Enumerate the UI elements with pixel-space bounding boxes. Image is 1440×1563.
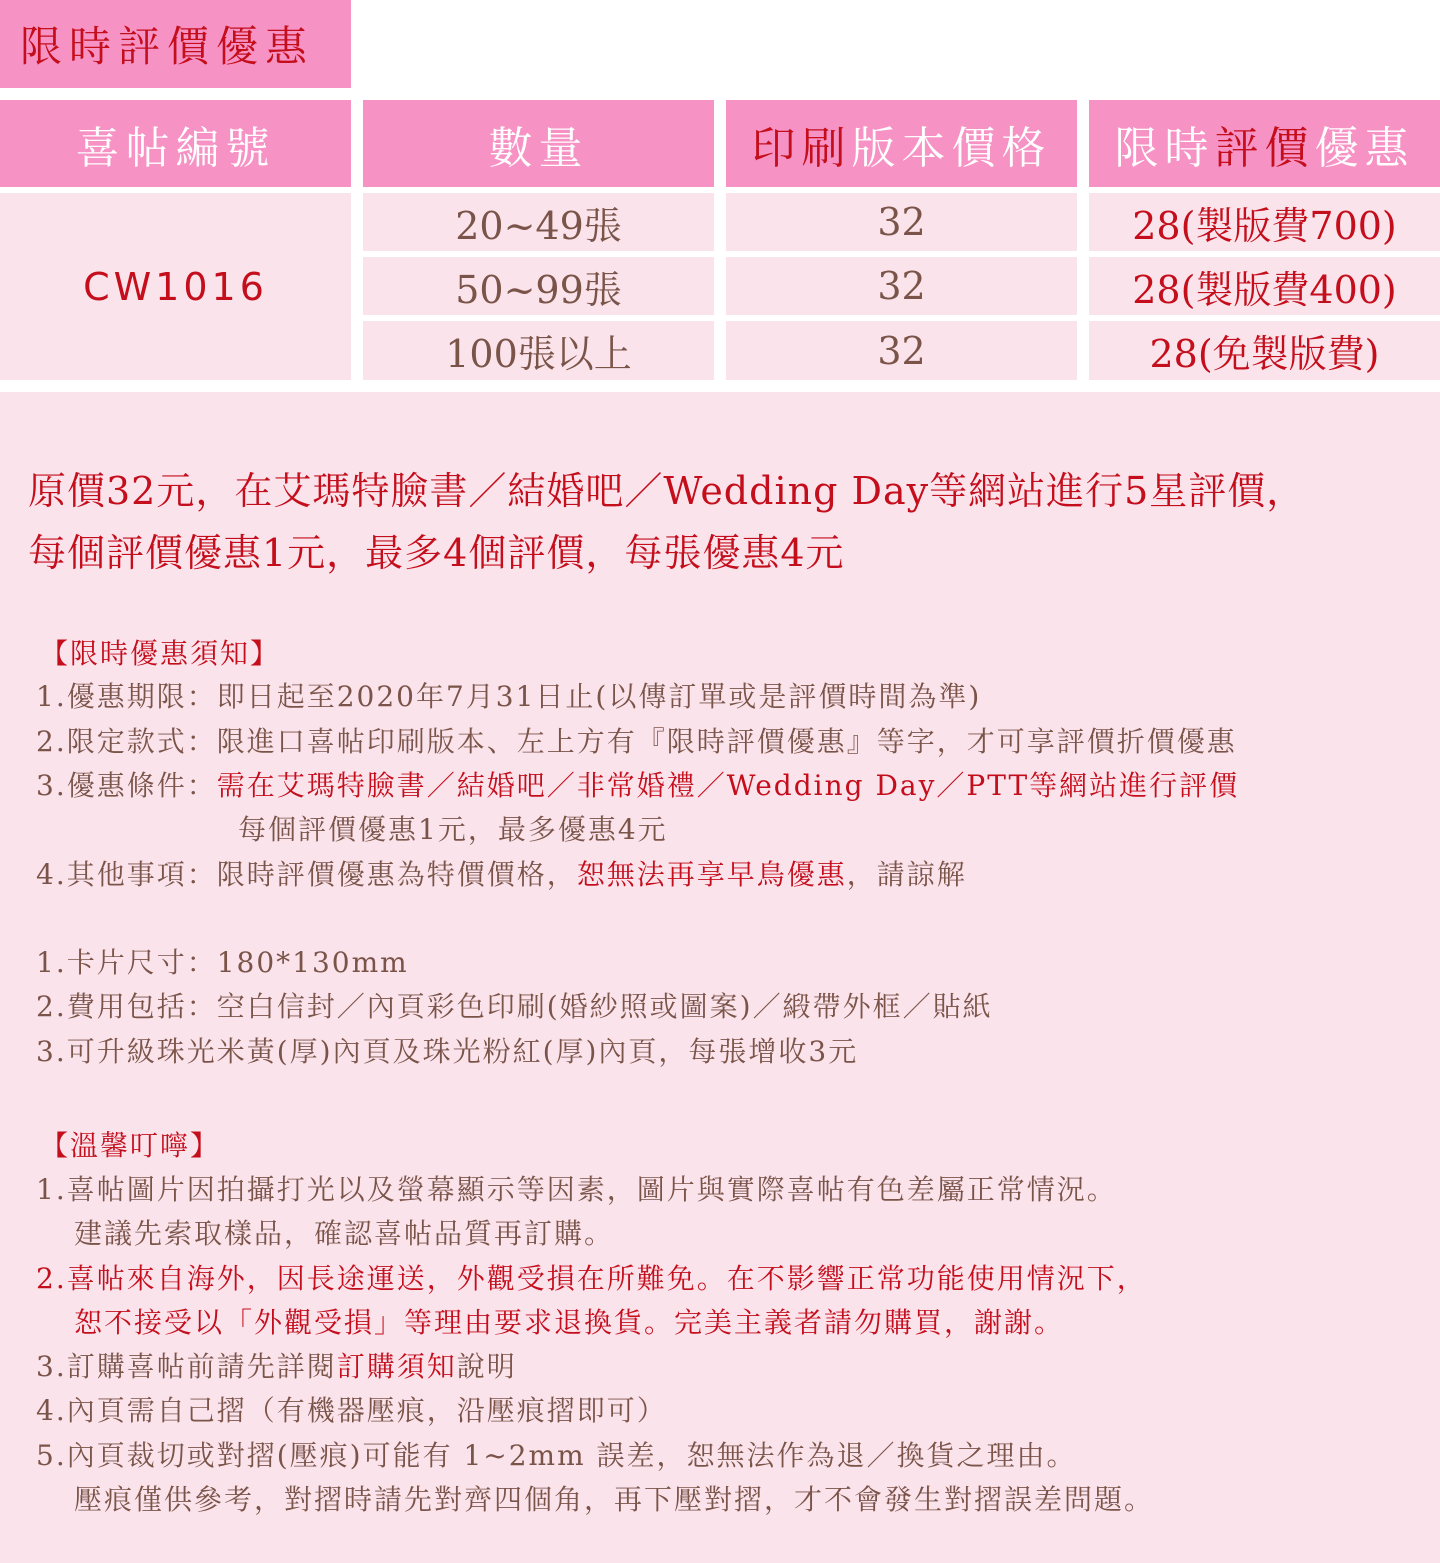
header-promo-part1: 限時 <box>1114 122 1215 174</box>
reminder-item2b: 恕不接受以「外觀受損」等理由要求退換貨。完美主義者請勿購買，謝謝。 <box>74 1306 1065 1339</box>
notice-item3-condition: 需在艾瑪特臉書／結婚吧／非常婚禮／Wedding Day／PTT等網站進行評價 <box>216 769 1240 802</box>
row3-qty: 100張以上 <box>363 321 714 380</box>
reminder-item1a: 1.喜帖圖片因拍攝打光以及螢幕顯示等因素，圖片與實際喜帖有色差屬正常情況。 <box>36 1173 1117 1206</box>
spec-item1: 1.卡片尺寸：180*130mm <box>36 946 409 979</box>
reminder-item5a: 5.內頁裁切或對摺(壓痕)可能有 1~2mm 誤差，恕無法作為退／換貨之理由。 <box>36 1439 1077 1472</box>
spec-item2: 2.費用包括：空白信封／內頁彩色印刷(婚紗照或圖案)／緞帶外框／貼紙 <box>36 990 993 1023</box>
header-product-code: 喜帖編號 <box>0 100 351 187</box>
header-promo-price <box>1089 100 1440 187</box>
reminder-item1b: 建議先索取樣品，確認喜帖品質再訂購。 <box>74 1217 615 1250</box>
notice-item3-label: 3.優惠條件： <box>36 769 217 802</box>
notice-item2: 2.限定款式：限進口喜帖印刷版本、左上方有『限時評價優惠』等字，才可享評價折價優惠 <box>36 725 1237 758</box>
product-code-cell: CW1016 <box>0 193 351 380</box>
reminder-item3-link: 訂購須知 <box>336 1350 457 1383</box>
header-quantity: 數量 <box>363 100 714 187</box>
row1-promo: 28(製版費700) <box>1089 193 1440 251</box>
row2-promo: 28(製版費400) <box>1089 257 1440 315</box>
notice-item4-highlight: 恕無法再享早鳥優惠 <box>576 858 847 891</box>
header-promo-part2: 評價 <box>1214 122 1315 174</box>
reminder-item2a: 2.喜帖來自海外，因長途運送，外觀受損在所難免。在不影響正常功能使用情況下， <box>36 1262 1147 1295</box>
reminder-item3-b: 說明 <box>456 1350 517 1383</box>
notice-item4 <box>36 853 967 893</box>
reminder-title: 【溫馨叮嚀】 <box>40 1129 221 1162</box>
header-promo-part3: 優惠 <box>1314 122 1415 174</box>
notice-item4-a: 4.其他事項：限時評價優惠為特價價格， <box>36 858 577 891</box>
headline-line1: 原價32元，在艾瑪特臉書／結婚吧／Wedding Day等網站進行5星評價， <box>28 469 1306 513</box>
reminder-item3 <box>36 1345 517 1385</box>
notice-item3 <box>36 764 1239 804</box>
row1-qty: 20~49張 <box>363 193 714 251</box>
notice-item4-b: ，請諒解 <box>846 858 967 891</box>
row2-price: 32 <box>726 257 1077 315</box>
row1-price: 32 <box>726 193 1077 251</box>
reminder-item3-a: 3.訂購喜帖前請先詳閱 <box>36 1350 337 1383</box>
promo-badge: 限時評價優惠 <box>0 0 351 88</box>
header-print-price-part1: 印刷 <box>751 122 852 174</box>
reminder-item4: 4.內頁需自己摺（有機器壓痕，沿壓痕摺即可） <box>36 1394 667 1427</box>
header-print-price <box>726 100 1077 187</box>
header-print-price-part2: 版本價格 <box>851 122 1052 174</box>
row3-promo: 28(免製版費) <box>1089 321 1440 380</box>
row2-qty: 50~99張 <box>363 257 714 315</box>
spec-item3: 3.可升級珠光米黃(厚)內頁及珠光粉紅(厚)內頁，每張增收3元 <box>36 1035 859 1068</box>
headline-line2: 每個評價優惠1元，最多4個評價，每張優惠4元 <box>28 531 845 575</box>
row3-price: 32 <box>726 321 1077 380</box>
reminder-item5b: 壓痕僅供參考，對摺時請先對齊四個角，再下壓對摺，才不會發生對摺誤差問題。 <box>74 1483 1155 1516</box>
notice-item3-continued: 每個評價優惠1元，最多優惠4元 <box>238 813 668 846</box>
notice-item1: 1.優惠期限：即日起至2020年7月31日止(以傳訂單或是評價時間為準) <box>36 680 982 713</box>
notice-title: 【限時優惠須知】 <box>40 637 281 670</box>
